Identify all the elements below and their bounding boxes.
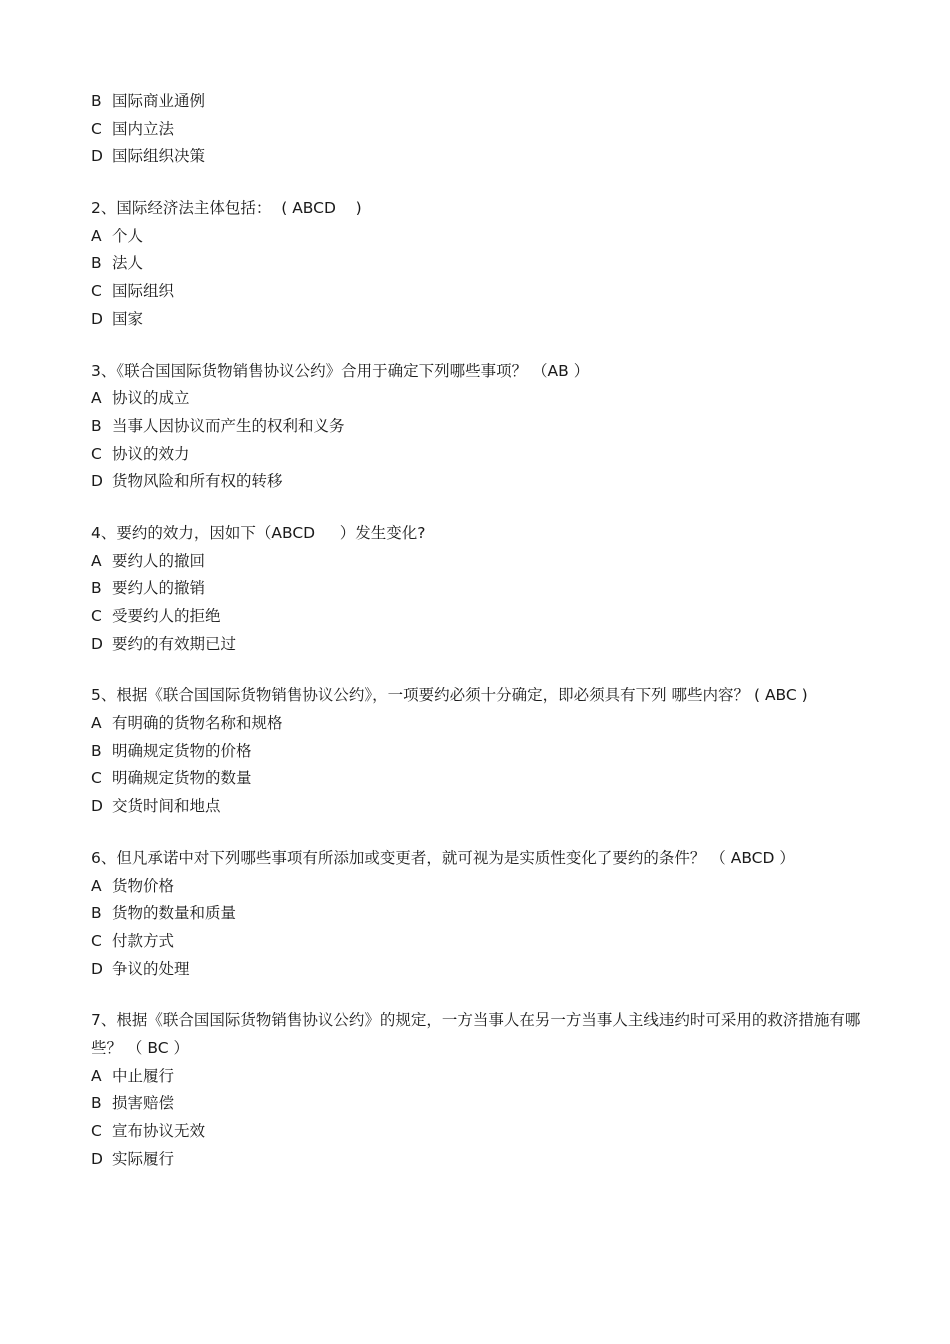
option-b bbox=[91, 88, 861, 116]
option-c bbox=[91, 116, 861, 144]
question-block-5 bbox=[91, 682, 861, 820]
option-letter: A bbox=[91, 1066, 102, 1085]
option-text: 国内立法 bbox=[112, 119, 175, 138]
option-text: 有明确的货物名称和规格 bbox=[112, 714, 283, 733]
question-block-2 bbox=[91, 195, 861, 333]
option-text: 要约人的撤销 bbox=[112, 579, 206, 598]
option-letter: D bbox=[91, 472, 103, 491]
spacer bbox=[91, 171, 861, 195]
option-d bbox=[91, 956, 861, 984]
option-text: 国际组织决策 bbox=[112, 147, 206, 166]
option-text: 实际履行 bbox=[112, 1149, 175, 1168]
question-block-1 bbox=[91, 88, 861, 171]
option-letter: D bbox=[91, 147, 103, 166]
option-letter: A bbox=[91, 226, 102, 245]
option-text: 损害赔偿 bbox=[112, 1094, 175, 1113]
option-text: 国家 bbox=[112, 309, 144, 328]
option-b bbox=[91, 738, 861, 766]
option-a bbox=[91, 548, 861, 576]
option-letter: B bbox=[91, 416, 102, 435]
option-c bbox=[91, 603, 861, 631]
option-text: 法人 bbox=[112, 254, 144, 273]
option-text: 明确规定货物的数量 bbox=[112, 769, 252, 788]
option-letter: B bbox=[91, 741, 102, 760]
option-text: 国际组织 bbox=[112, 282, 175, 301]
option-letter: C bbox=[91, 444, 102, 463]
option-d bbox=[91, 1146, 861, 1174]
option-letter: A bbox=[91, 876, 102, 895]
option-text: 要约的有效期已过 bbox=[112, 634, 237, 653]
spacer bbox=[91, 983, 861, 1007]
option-a bbox=[91, 385, 861, 413]
option-a bbox=[91, 710, 861, 738]
option-text: 要约人的撤回 bbox=[112, 551, 206, 570]
option-text: 中止履行 bbox=[112, 1066, 175, 1085]
option-a bbox=[91, 1063, 861, 1091]
option-letter: B bbox=[91, 904, 102, 923]
option-letter: B bbox=[91, 254, 102, 273]
question-block-3 bbox=[91, 358, 861, 496]
question-text: 4、要约的效力，因如下（ABCD ）发生变化? bbox=[91, 523, 426, 542]
option-text: 明确规定货物的价格 bbox=[112, 741, 252, 760]
option-letter: D bbox=[91, 309, 103, 328]
option-letter: B bbox=[91, 1094, 102, 1113]
option-text: 付款方式 bbox=[112, 931, 175, 950]
option-d bbox=[91, 793, 861, 821]
option-letter: C bbox=[91, 769, 102, 788]
option-text: 协议的成立 bbox=[112, 389, 190, 408]
option-a bbox=[91, 873, 861, 901]
option-text: 协议的效力 bbox=[112, 444, 190, 463]
option-d bbox=[91, 631, 861, 659]
spacer bbox=[91, 334, 861, 358]
option-letter: A bbox=[91, 714, 102, 733]
option-d bbox=[91, 143, 861, 171]
option-text: 当事人因协议而产生的权利和义务 bbox=[112, 416, 345, 435]
option-b bbox=[91, 413, 861, 441]
question-text: 6、但凡承诺中对下列哪些事项有所添加或变更者，就可视为是实质性变化了要约的条件？ （ ABCD ） bbox=[91, 848, 795, 867]
question-text: 2、国际经济法主体包括： ( ABCD ) bbox=[91, 199, 362, 218]
option-text: 货物的数量和质量 bbox=[112, 904, 237, 923]
option-text: 争议的处理 bbox=[112, 959, 190, 978]
question-block-4 bbox=[91, 520, 861, 658]
option-letter: A bbox=[91, 551, 102, 570]
option-letter: C bbox=[91, 607, 102, 625]
option-c bbox=[91, 278, 861, 306]
option-letter: D bbox=[91, 797, 103, 816]
question-block-6 bbox=[91, 845, 861, 983]
option-letter: B bbox=[91, 579, 102, 598]
option-letter: C bbox=[91, 282, 102, 301]
question-text: 5、根据《联合国国际货物销售协议公约》，一项要约必须十分确定，即必须具有下列 哪些内容？ ( ABC ) bbox=[91, 686, 808, 705]
option-text: 宣布协议无效 bbox=[112, 1122, 206, 1141]
option-b bbox=[91, 900, 861, 928]
option-c bbox=[91, 928, 861, 956]
option-letter: A bbox=[91, 389, 102, 408]
option-b bbox=[91, 1090, 861, 1118]
document-page bbox=[91, 88, 861, 1173]
option-letter: C bbox=[91, 1122, 102, 1141]
option-b bbox=[91, 250, 861, 278]
option-d bbox=[91, 468, 861, 496]
question-block-7 bbox=[91, 1007, 861, 1173]
option-a bbox=[91, 223, 861, 251]
spacer bbox=[91, 821, 861, 845]
option-text: 货物风险和所有权的转移 bbox=[112, 472, 283, 491]
option-letter: C bbox=[91, 119, 102, 138]
option-c bbox=[91, 765, 861, 793]
option-text: 个人 bbox=[112, 226, 144, 245]
option-text: 国际商业通例 bbox=[112, 92, 206, 110]
option-letter: D bbox=[91, 959, 103, 978]
question-text: 7、根据《联合国国际货物销售协议公约》的规定，一方当事人在另一方当事人主线违约时可采用的救济措施有哪些？ （ BC ） bbox=[91, 1011, 861, 1057]
question-text: 3、《联合国国际货物销售协议公约》合用于确定下列哪些事项？ （AB ） bbox=[91, 361, 590, 380]
option-text: 受要约人的拒绝 bbox=[112, 607, 221, 625]
option-letter: D bbox=[91, 634, 103, 653]
option-d bbox=[91, 306, 861, 334]
option-letter: D bbox=[91, 1149, 103, 1168]
option-letter: B bbox=[91, 92, 102, 110]
spacer bbox=[91, 496, 861, 520]
option-b bbox=[91, 575, 861, 603]
option-c bbox=[91, 1118, 861, 1146]
option-text: 货物价格 bbox=[112, 876, 175, 895]
option-text: 交货时间和地点 bbox=[112, 797, 221, 816]
spacer bbox=[91, 658, 861, 682]
option-c bbox=[91, 441, 861, 469]
option-letter: C bbox=[91, 931, 102, 950]
